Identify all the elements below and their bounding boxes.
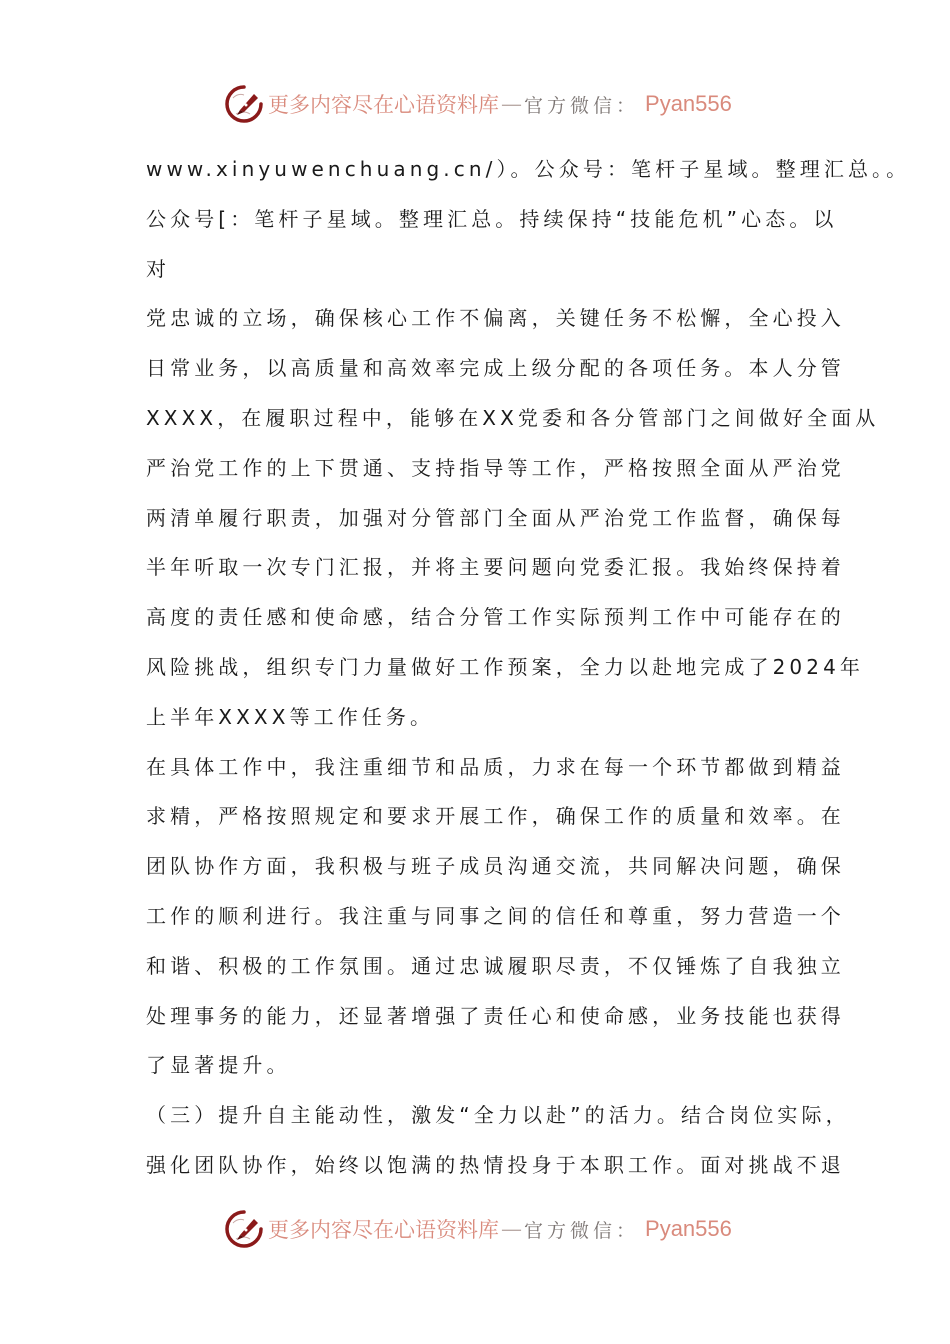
text-line: 上半年XXXX等工作任务。 [146, 704, 435, 729]
banner-dash: — [501, 92, 522, 116]
text-line: 党忠诚的立场，确保核心工作不偏离，关键任务不松懈，全心投入 [146, 306, 845, 331]
text-line: 和谐、积极的工作氛围。通过忠诚履职尽责，不仅锤炼了自我独立 [146, 953, 845, 978]
text-line: 团队协作方面，我积极与班子成员沟通交流，共同解决问题，确保 [146, 854, 845, 879]
text-line: XXXX，在履职过程中，能够在XX党委和各分管部门之间做好全面从 [146, 405, 880, 430]
text-line: 工作的顺利进行。我注重与同事之间的信任和尊重，努力营造一个 [146, 903, 845, 928]
section-heading-line: （三）提升自主能动性，激发“全力以赴”的活力。结合岗位实际， [146, 1103, 850, 1128]
quill-pen-logo-icon [224, 84, 264, 124]
text-line: 在具体工作中，我注重细节和品质，力求在每一个环节都做到精益 [146, 754, 845, 779]
text-line: 强化团队协作，始终以饱满的热情投身于本职工作。面对挑战不退 [146, 1152, 845, 1177]
text-line: 公众号[：笔杆子星域。整理汇总。持续保持“技能危机”心态。以 [146, 206, 838, 231]
text-line: 两清单履行职责，加强对分管部门全面从严治党工作监督，确保每 [146, 505, 845, 530]
text-line: 日常业务，以高质量和高效率完成上级分配的各项任务。本人分管 [146, 356, 845, 381]
text-line: 了显著提升。 [146, 1053, 291, 1078]
text-line: 严治党工作的上下贯通、支持指导等工作，严格按照全面从严治党 [146, 455, 845, 480]
text-line: 处理事务的能力，还显著增强了责任心和使命感，业务技能也获得 [146, 1003, 845, 1028]
document-body [146, 150, 911, 1196]
banner-wechat-id: Pyan556 [645, 1216, 732, 1241]
text-line: 对 [146, 256, 171, 281]
text-line: 风险挑战，组织专门力量做好工作预案，全力以赴地完成了2024年 [146, 654, 864, 679]
banner-wechat-id: Pyan556 [645, 91, 732, 116]
header-banner [224, 82, 732, 126]
footer-banner [224, 1207, 732, 1251]
quill-pen-logo-icon [224, 1209, 264, 1249]
text-line: 半年听取一次专门汇报，并将主要问题向党委汇报。我始终保持着 [146, 555, 845, 580]
text-line: www.xinyuwenchuang.cn/）。公众号：笔杆子星域。整理汇总。。 [146, 157, 911, 181]
banner-slogan: 更多内容尽在心语资料库 [268, 1218, 499, 1242]
banner-dash: — [501, 1217, 522, 1241]
text-line: 高度的责任感和使命感，结合分管工作实际预判工作中可能存在的 [146, 605, 845, 630]
banner-official-label: 官方微信： [524, 94, 640, 117]
text-line: 求精，严格按照规定和要求开展工作，确保工作的质量和效率。在 [146, 804, 845, 829]
banner-slogan: 更多内容尽在心语资料库 [268, 93, 499, 117]
banner-official-label: 官方微信： [524, 1219, 640, 1242]
